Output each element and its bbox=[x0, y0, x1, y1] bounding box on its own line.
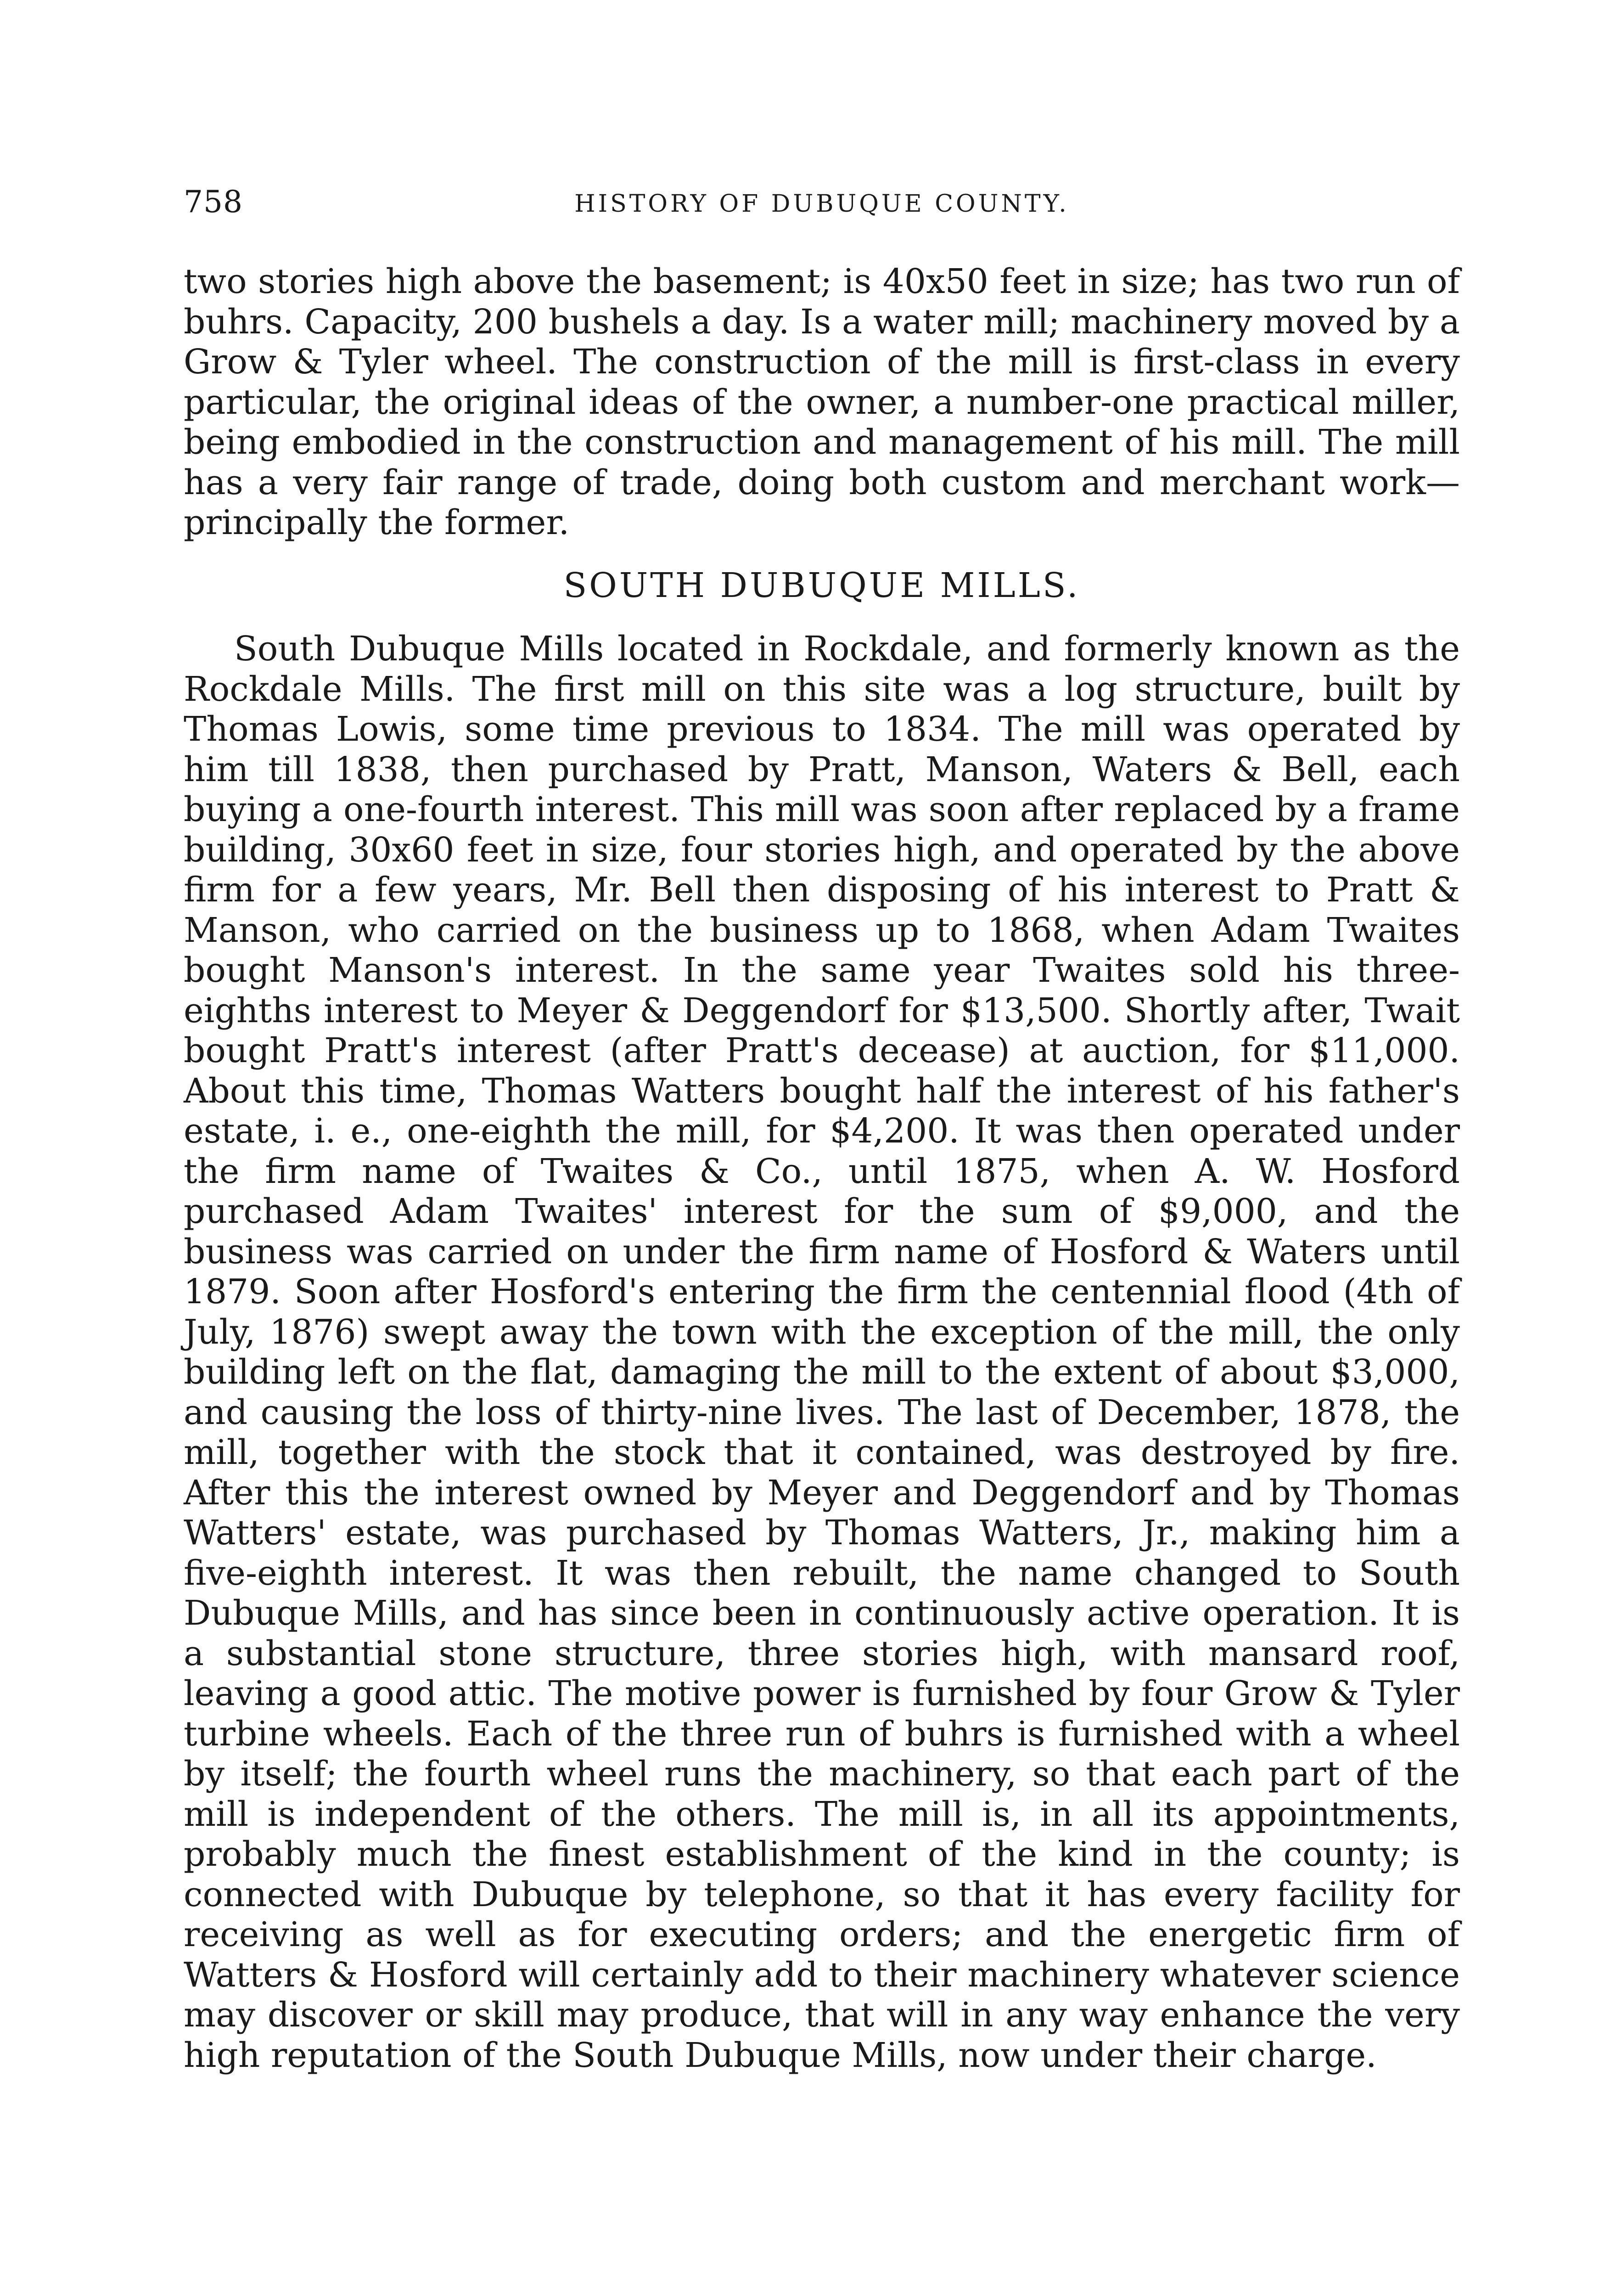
section-paragraph: South Dubuque Mills located in Rockdale, and formerly known as the Rockdale Mills. The first mill on this site was a log structure, built by Thomas Lowis, some time previous to 1834. The mill was operated by him till 1838, then purchased by Pratt, Manson, Waters & Bell, each buying a one-fourth interest. This mill was soon after replaced by a frame building, 30x60 feet in size, four stories high, and operated by the above firm for a few years, Mr. Bell then disposing of his interest to Pratt & Manson, who carried on the business up to 1868, when Adam Twaites bought Manson's interest. In the same year Twaites sold his three-eighths interest to Meyer & Deggendorf for $13,500. Shortly after, Twait bought Pratt's interest (after Pratt's decease) at auction, for $11,000. About this time, Thomas Watters bought half the interest of his father's estate, i. e., one-eighth the mill, for $4,200. It was then operated under the firm name of Twaites & Co., until 1875, when A. W. Hosford purchased Adam Twaites' interest for the sum of $9,000, and the business was carried on under the firm name of Hosford & Waters until 1879. Soon after Hosford's entering the firm the centennial flood (4th of July, 1876) swept away the town with the exception of the mill, the only building left on the flat, damaging the mill to the extent of about $3,000, and causing the loss of thirty-nine lives. The last of December, 1878, the mill, together with the stock that it contained, was destroyed by fire. After this the interest owned by Meyer and Deggendorf and by Thomas Watters' estate, was purchased by Thomas Watters, Jr., making him a five-eighth interest. It was then rebuilt, the name changed to South Dubuque Mills, and has since been in continuously active operation. It is a substantial stone structure, three stories high, with mansard roof, leaving a good attic. The motive power is furnished by four Grow & Tyler turbine wheels. Each of the three run of buhrs is furnished with a wheel by itself; the fourth wheel runs the machinery, so that each part of the mill is independent of the others. The mill is, in all its appointments, probably much the finest establishment of the kind in the county; is connected with Dubuque by telephone, so that it has every facility for receiving as well as for executing orders; and the energetic firm of Watters & Hosford will certainly add to their machinery whatever science may discover or skill may produce, that will in any way enhance the very high reputation of the South Dubuque Mills, now under their charge. bbox=[184, 629, 1460, 2075]
continuation-paragraph: two stories high above the basement; is 40x50 feet in size; has two run of buhrs. Capacity, 200 bushels a day. Is a water mill; machinery moved by a Grow & Tyler wheel. The construction of the mill is first-class in every particular, the original ideas of the owner, a number-one practical miller, being embodied in the construction and management of his mill. The mill has a very fair range of trade, doing both custom and merchant work—principally the former. bbox=[184, 262, 1460, 542]
section-title: SOUTH DUBUQUE MILLS. bbox=[563, 566, 1080, 605]
section-paragraph-block bbox=[184, 629, 1460, 2076]
running-head: HISTORY OF DUBUQUE COUNTY. bbox=[574, 190, 1069, 218]
page-number: 758 bbox=[184, 184, 243, 219]
continuation-paragraph-block bbox=[184, 262, 1460, 543]
page-header bbox=[184, 181, 1460, 223]
